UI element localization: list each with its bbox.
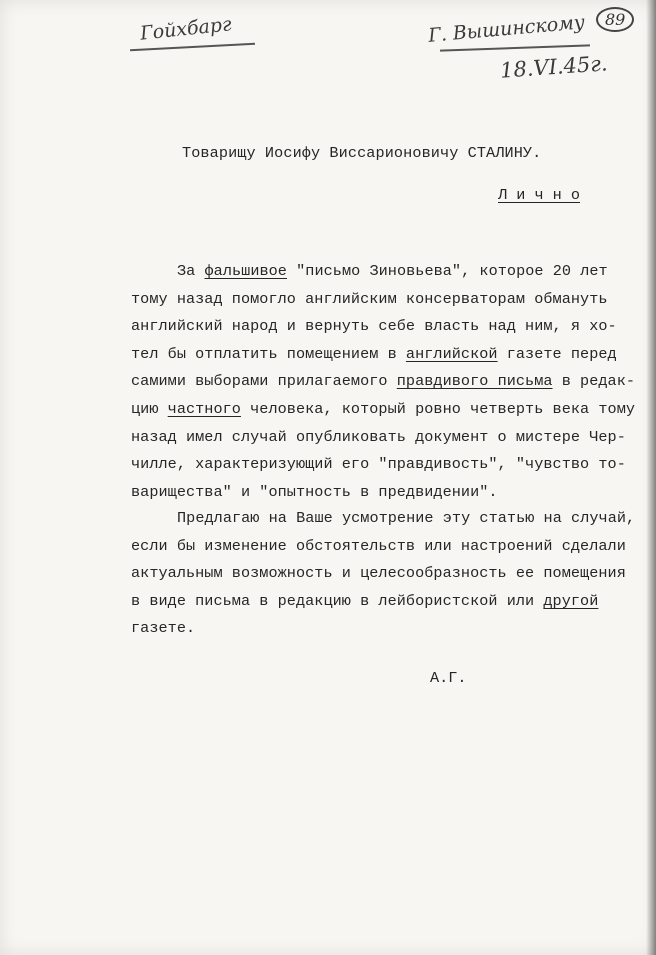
addressee-line: Товарищу Иосифу Виссарионовичу СТАЛИНУ. xyxy=(182,144,542,162)
underlined-text: другой xyxy=(543,591,599,610)
underlined-text: английской xyxy=(405,344,498,363)
text-line: назад имел случай опубликовать документ о мистере Чер- xyxy=(131,427,626,446)
text-line: варищества" и "опытность в предвидении". xyxy=(131,482,498,501)
text-line: За фальшивое "письмо Зиновьева", которое 20 лет xyxy=(177,262,608,280)
scan-edge-shadow xyxy=(646,0,656,955)
text-line: чилле, характеризующий его "правдивость", "чувство то- xyxy=(131,455,626,474)
underlined-text: частного xyxy=(167,400,241,418)
handwritten-underline-left xyxy=(130,43,255,52)
handwritten-date: 18.VI.45г. xyxy=(499,51,609,83)
handwritten-note-top-left: Гойхбарг xyxy=(139,13,233,45)
handwritten-note-top-right: Г. Вышинскому xyxy=(427,11,586,47)
text-line: в виде письма в редакцию в лейбористской или другой xyxy=(131,591,599,610)
text-line: цию частного человека, который ровно четверть века тому xyxy=(131,400,636,418)
underlined-text: правдивого письма xyxy=(396,372,553,391)
confidential-mark: Л и ч н о xyxy=(498,186,581,204)
text-line: актуальным возможность и целесообразность ее помещения xyxy=(131,564,626,583)
underlined-text: фальшивое xyxy=(204,262,287,280)
text-line: Предлагаю на Ваше усмотрение эту статью на случай, xyxy=(177,509,636,527)
text-line: газете. xyxy=(131,619,196,638)
page-number: 89 xyxy=(596,7,634,32)
handwritten-underline-right xyxy=(440,44,590,51)
text-line: самими выборами прилагаемого правдивого письма в редак- xyxy=(131,372,636,391)
signature: А.Г. xyxy=(430,669,467,687)
text-line: английский народ и вернуть себе власть над ним, я хо- xyxy=(131,317,617,336)
text-line: тел бы отплатить помещением в английской газете перед xyxy=(131,344,617,363)
text-line: если бы изменение обстоятельств или настроений сделали xyxy=(131,536,626,555)
text-line: тому назад помогло английским консерваторам обмануть xyxy=(131,289,608,308)
